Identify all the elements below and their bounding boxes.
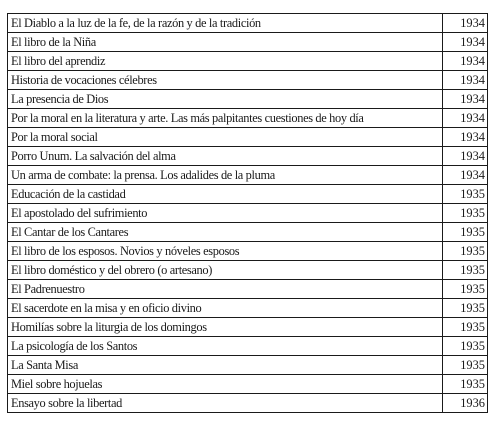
table-row: [8, 299, 488, 318]
book-year: 1935: [443, 318, 488, 337]
table-row: [8, 318, 488, 337]
book-title: La psicología de los Santos: [8, 337, 443, 356]
book-title: El Padrenuestro: [8, 280, 443, 299]
table-row: [8, 280, 488, 299]
book-title: El libro de la Niña: [8, 33, 443, 52]
table-row: [8, 261, 488, 280]
table-row: [8, 337, 488, 356]
book-list-table-wrapper: [7, 13, 487, 413]
book-title: El libro doméstico y del obrero (o artesano): [8, 261, 443, 280]
table-row: [8, 147, 488, 166]
book-title: Miel sobre hojuelas: [8, 375, 443, 394]
table-row: [8, 204, 488, 223]
table-row: [8, 109, 488, 128]
book-year: 1935: [443, 356, 488, 375]
table-row: [8, 356, 488, 375]
book-title: El libro del aprendiz: [8, 52, 443, 71]
book-year: 1934: [443, 147, 488, 166]
book-title: Ensayo sobre la libertad: [8, 394, 443, 413]
book-year: 1934: [443, 14, 488, 33]
book-year: 1935: [443, 185, 488, 204]
book-title: Historia de vocaciones célebres: [8, 71, 443, 90]
book-title: Educación de la castidad: [8, 185, 443, 204]
book-year: 1935: [443, 299, 488, 318]
book-year: 1934: [443, 52, 488, 71]
book-year: 1935: [443, 375, 488, 394]
table-row: [8, 33, 488, 52]
book-year: 1934: [443, 90, 488, 109]
book-year: 1935: [443, 204, 488, 223]
book-year: 1934: [443, 71, 488, 90]
book-year: 1935: [443, 337, 488, 356]
table-row: [8, 128, 488, 147]
table-row: [8, 375, 488, 394]
book-title: Homilías sobre la liturgia de los domingos: [8, 318, 443, 337]
book-title: Porro Unum. La salvación del alma: [8, 147, 443, 166]
table-row: [8, 166, 488, 185]
book-list-table: [7, 13, 488, 413]
book-year: 1936: [443, 394, 488, 413]
book-title: El sacerdote en la misa y en oficio divino: [8, 299, 443, 318]
table-row: [8, 71, 488, 90]
table-row: [8, 242, 488, 261]
book-title: El apostolado del sufrimiento: [8, 204, 443, 223]
table-row: [8, 52, 488, 71]
book-title: El Cantar de los Cantares: [8, 223, 443, 242]
book-title: La Santa Misa: [8, 356, 443, 375]
table-row: [8, 394, 488, 413]
book-year: 1935: [443, 242, 488, 261]
book-title: El Diablo a la luz de la fe, de la razón y de la tradición: [8, 14, 443, 33]
table-row: [8, 223, 488, 242]
book-year: 1934: [443, 109, 488, 128]
book-title: Por la moral en la literatura y arte. Las más palpitantes cuestiones de hoy día: [8, 109, 443, 128]
table-row: [8, 185, 488, 204]
book-year: 1934: [443, 33, 488, 52]
book-year: 1935: [443, 261, 488, 280]
book-title: Por la moral social: [8, 128, 443, 147]
book-year: 1935: [443, 223, 488, 242]
book-year: 1934: [443, 166, 488, 185]
book-year: 1934: [443, 128, 488, 147]
book-year: 1935: [443, 280, 488, 299]
table-row: [8, 14, 488, 33]
book-title: La presencia de Dios: [8, 90, 443, 109]
book-title: El libro de los esposos. Novios y nóveles esposos: [8, 242, 443, 261]
table-row: [8, 90, 488, 109]
book-title: Un arma de combate: la prensa. Los adalides de la pluma: [8, 166, 443, 185]
